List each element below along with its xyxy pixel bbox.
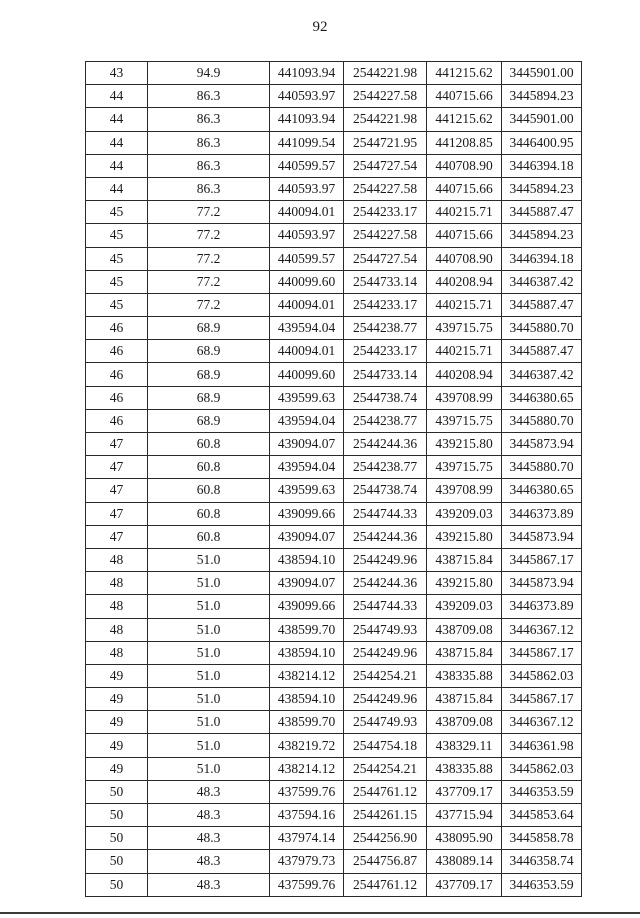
value-cell: 51.0 (148, 734, 270, 757)
table-row (86, 409, 582, 432)
table-row (86, 247, 582, 270)
y2-cell: 3445894.23 (502, 177, 582, 200)
table-row (86, 456, 582, 479)
table-row (86, 154, 582, 177)
value-cell: 48.3 (148, 780, 270, 803)
value-cell: 86.3 (148, 131, 270, 154)
y2-cell: 3445880.70 (502, 409, 582, 432)
y1-cell: 2544754.18 (344, 734, 427, 757)
y1-cell: 2544244.36 (344, 433, 427, 456)
x1-cell: 437594.16 (270, 804, 344, 827)
y2-cell: 3445867.17 (502, 688, 582, 711)
y1-cell: 2544256.90 (344, 827, 427, 850)
value-cell: 48.3 (148, 827, 270, 850)
y2-cell: 3446394.18 (502, 247, 582, 270)
point-number-cell: 43 (86, 62, 148, 85)
y2-cell: 3445862.03 (502, 757, 582, 780)
point-number-cell: 50 (86, 873, 148, 896)
x2-cell: 440715.66 (427, 177, 502, 200)
x2-cell: 440215.71 (427, 293, 502, 316)
point-number-cell: 48 (86, 618, 148, 641)
point-number-cell: 48 (86, 595, 148, 618)
y2-cell: 3446394.18 (502, 154, 582, 177)
point-number-cell: 49 (86, 664, 148, 687)
point-number-cell: 50 (86, 804, 148, 827)
point-number-cell: 44 (86, 108, 148, 131)
point-number-cell: 45 (86, 201, 148, 224)
value-cell: 86.3 (148, 108, 270, 131)
x2-cell: 441208.85 (427, 131, 502, 154)
x1-cell: 439099.66 (270, 502, 344, 525)
point-number-cell: 48 (86, 572, 148, 595)
table-row (86, 618, 582, 641)
x2-cell: 440208.94 (427, 270, 502, 293)
x1-cell: 437979.73 (270, 850, 344, 873)
y2-cell: 3445853.64 (502, 804, 582, 827)
table-row (86, 433, 582, 456)
y2-cell: 3445887.47 (502, 340, 582, 363)
table-row (86, 317, 582, 340)
x2-cell: 439708.99 (427, 479, 502, 502)
y2-cell: 3445873.94 (502, 572, 582, 595)
x2-cell: 439215.80 (427, 433, 502, 456)
x2-cell: 439715.75 (427, 317, 502, 340)
x1-cell: 441093.94 (270, 108, 344, 131)
x2-cell: 440208.94 (427, 363, 502, 386)
y2-cell: 3446353.59 (502, 780, 582, 803)
y2-cell: 3445862.03 (502, 664, 582, 687)
x1-cell: 440599.57 (270, 247, 344, 270)
y2-cell: 3445858.78 (502, 827, 582, 850)
y2-cell: 3445894.23 (502, 224, 582, 247)
value-cell: 51.0 (148, 595, 270, 618)
value-cell: 51.0 (148, 618, 270, 641)
x1-cell: 439594.04 (270, 317, 344, 340)
table-row (86, 201, 582, 224)
table-row (86, 62, 582, 85)
x2-cell: 441215.62 (427, 108, 502, 131)
x1-cell: 439094.07 (270, 433, 344, 456)
x2-cell: 439209.03 (427, 595, 502, 618)
y2-cell: 3446387.42 (502, 363, 582, 386)
point-number-cell: 47 (86, 479, 148, 502)
x2-cell: 440715.66 (427, 85, 502, 108)
value-cell: 77.2 (148, 224, 270, 247)
value-cell: 68.9 (148, 409, 270, 432)
y2-cell: 3445901.00 (502, 108, 582, 131)
table-row (86, 780, 582, 803)
value-cell: 48.3 (148, 804, 270, 827)
y1-cell: 2544238.77 (344, 409, 427, 432)
x1-cell: 440099.60 (270, 270, 344, 293)
x2-cell: 439209.03 (427, 502, 502, 525)
x2-cell: 439708.99 (427, 386, 502, 409)
point-number-cell: 46 (86, 409, 148, 432)
value-cell: 86.3 (148, 154, 270, 177)
value-cell: 68.9 (148, 386, 270, 409)
y1-cell: 2544233.17 (344, 201, 427, 224)
point-number-cell: 44 (86, 131, 148, 154)
value-cell: 51.0 (148, 757, 270, 780)
x2-cell: 439715.75 (427, 456, 502, 479)
x1-cell: 441093.94 (270, 62, 344, 85)
value-cell: 77.2 (148, 293, 270, 316)
x2-cell: 438709.08 (427, 618, 502, 641)
x1-cell: 439094.07 (270, 525, 344, 548)
y1-cell: 2544733.14 (344, 270, 427, 293)
x2-cell: 438715.84 (427, 548, 502, 571)
x1-cell: 439094.07 (270, 572, 344, 595)
y1-cell: 2544738.74 (344, 479, 427, 502)
x2-cell: 438329.11 (427, 734, 502, 757)
y2-cell: 3445901.00 (502, 62, 582, 85)
x1-cell: 438214.12 (270, 757, 344, 780)
x2-cell: 439215.80 (427, 525, 502, 548)
y2-cell: 3446373.89 (502, 595, 582, 618)
point-number-cell: 44 (86, 177, 148, 200)
table-row (86, 502, 582, 525)
x1-cell: 437974.14 (270, 827, 344, 850)
x2-cell: 440215.71 (427, 340, 502, 363)
value-cell: 77.2 (148, 247, 270, 270)
x1-cell: 438594.10 (270, 688, 344, 711)
table-row (86, 595, 582, 618)
y1-cell: 2544244.36 (344, 525, 427, 548)
x2-cell: 440708.90 (427, 247, 502, 270)
table-row (86, 641, 582, 664)
table-row (86, 108, 582, 131)
y1-cell: 2544744.33 (344, 595, 427, 618)
x2-cell: 440715.66 (427, 224, 502, 247)
table-row (86, 270, 582, 293)
point-number-cell: 47 (86, 433, 148, 456)
y1-cell: 2544749.93 (344, 711, 427, 734)
x1-cell: 438219.72 (270, 734, 344, 757)
x1-cell: 438594.10 (270, 548, 344, 571)
value-cell: 60.8 (148, 502, 270, 525)
point-number-cell: 45 (86, 247, 148, 270)
y2-cell: 3445880.70 (502, 456, 582, 479)
table-row (86, 224, 582, 247)
y1-cell: 2544227.58 (344, 177, 427, 200)
y1-cell: 2544238.77 (344, 317, 427, 340)
x2-cell: 439715.75 (427, 409, 502, 432)
page-number: 92 (312, 19, 328, 35)
table-row (86, 757, 582, 780)
x2-cell: 440215.71 (427, 201, 502, 224)
y1-cell: 2544233.17 (344, 340, 427, 363)
table-row (86, 711, 582, 734)
table-row (86, 131, 582, 154)
table-row (86, 85, 582, 108)
table-row (86, 340, 582, 363)
point-number-cell: 45 (86, 293, 148, 316)
value-cell: 77.2 (148, 270, 270, 293)
table-row (86, 873, 582, 896)
value-cell: 48.3 (148, 850, 270, 873)
table-row (86, 177, 582, 200)
table-row (86, 479, 582, 502)
point-number-cell: 49 (86, 711, 148, 734)
x1-cell: 439599.63 (270, 479, 344, 502)
table-row (86, 664, 582, 687)
value-cell: 68.9 (148, 363, 270, 386)
point-number-cell: 47 (86, 502, 148, 525)
y2-cell: 3445873.94 (502, 433, 582, 456)
x1-cell: 440099.60 (270, 363, 344, 386)
point-number-cell: 46 (86, 386, 148, 409)
table-row (86, 688, 582, 711)
point-number-cell: 50 (86, 850, 148, 873)
y1-cell: 2544733.14 (344, 363, 427, 386)
y2-cell: 3446373.89 (502, 502, 582, 525)
x1-cell: 439594.04 (270, 456, 344, 479)
x1-cell: 437599.76 (270, 873, 344, 896)
y1-cell: 2544261.15 (344, 804, 427, 827)
x2-cell: 437715.94 (427, 804, 502, 827)
value-cell: 60.8 (148, 479, 270, 502)
point-number-cell: 47 (86, 456, 148, 479)
x1-cell: 440094.01 (270, 293, 344, 316)
x2-cell: 438089.14 (427, 850, 502, 873)
y1-cell: 2544244.36 (344, 572, 427, 595)
y2-cell: 3445880.70 (502, 317, 582, 340)
value-cell: 51.0 (148, 572, 270, 595)
y1-cell: 2544249.96 (344, 641, 427, 664)
y1-cell: 2544227.58 (344, 85, 427, 108)
value-cell: 51.0 (148, 711, 270, 734)
y2-cell: 3446387.42 (502, 270, 582, 293)
x1-cell: 438214.12 (270, 664, 344, 687)
x2-cell: 438335.88 (427, 664, 502, 687)
x2-cell: 437709.17 (427, 873, 502, 896)
x2-cell: 438715.84 (427, 688, 502, 711)
value-cell: 51.0 (148, 664, 270, 687)
value-cell: 51.0 (148, 688, 270, 711)
point-number-cell: 45 (86, 270, 148, 293)
point-number-cell: 48 (86, 548, 148, 571)
x1-cell: 440593.97 (270, 224, 344, 247)
x1-cell: 438594.10 (270, 641, 344, 664)
point-number-cell: 49 (86, 757, 148, 780)
y1-cell: 2544727.54 (344, 247, 427, 270)
point-number-cell: 50 (86, 780, 148, 803)
table-row (86, 804, 582, 827)
point-number-cell: 49 (86, 688, 148, 711)
value-cell: 51.0 (148, 641, 270, 664)
x2-cell: 437709.17 (427, 780, 502, 803)
x1-cell: 441099.54 (270, 131, 344, 154)
value-cell: 60.8 (148, 456, 270, 479)
y1-cell: 2544227.58 (344, 224, 427, 247)
y1-cell: 2544249.96 (344, 548, 427, 571)
y2-cell: 3446380.65 (502, 386, 582, 409)
y2-cell: 3445894.23 (502, 85, 582, 108)
table-row (86, 525, 582, 548)
x1-cell: 440593.97 (270, 177, 344, 200)
value-cell: 77.2 (148, 201, 270, 224)
y2-cell: 3446361.98 (502, 734, 582, 757)
y1-cell: 2544233.17 (344, 293, 427, 316)
table-row (86, 734, 582, 757)
y1-cell: 2544254.21 (344, 664, 427, 687)
point-number-cell: 45 (86, 224, 148, 247)
y2-cell: 3445867.17 (502, 641, 582, 664)
x1-cell: 440094.01 (270, 340, 344, 363)
y2-cell: 3445867.17 (502, 548, 582, 571)
x2-cell: 439215.80 (427, 572, 502, 595)
x2-cell: 440708.90 (427, 154, 502, 177)
y1-cell: 2544727.54 (344, 154, 427, 177)
x1-cell: 439099.66 (270, 595, 344, 618)
value-cell: 86.3 (148, 85, 270, 108)
y1-cell: 2544761.12 (344, 780, 427, 803)
x1-cell: 438599.70 (270, 618, 344, 641)
y2-cell: 3446400.95 (502, 131, 582, 154)
table-row (86, 293, 582, 316)
y2-cell: 3446353.59 (502, 873, 582, 896)
y2-cell: 3446367.12 (502, 618, 582, 641)
y1-cell: 2544756.87 (344, 850, 427, 873)
point-number-cell: 50 (86, 827, 148, 850)
y1-cell: 2544249.96 (344, 688, 427, 711)
y1-cell: 2544721.95 (344, 131, 427, 154)
table-row (86, 850, 582, 873)
point-number-cell: 46 (86, 363, 148, 386)
y1-cell: 2544221.98 (344, 62, 427, 85)
value-cell: 60.8 (148, 433, 270, 456)
y1-cell: 2544744.33 (344, 502, 427, 525)
table-body (86, 62, 582, 897)
x1-cell: 439594.04 (270, 409, 344, 432)
y2-cell: 3446358.74 (502, 850, 582, 873)
value-cell: 48.3 (148, 873, 270, 896)
value-cell: 60.8 (148, 525, 270, 548)
y1-cell: 2544238.77 (344, 456, 427, 479)
table-row (86, 572, 582, 595)
point-number-cell: 44 (86, 85, 148, 108)
value-cell: 86.3 (148, 177, 270, 200)
x2-cell: 438095.90 (427, 827, 502, 850)
point-number-cell: 46 (86, 340, 148, 363)
bottom-rule (0, 912, 640, 914)
y2-cell: 3445887.47 (502, 293, 582, 316)
table-row (86, 827, 582, 850)
value-cell: 94.9 (148, 62, 270, 85)
y2-cell: 3446380.65 (502, 479, 582, 502)
x1-cell: 440094.01 (270, 201, 344, 224)
y1-cell: 2544254.21 (344, 757, 427, 780)
table-row (86, 363, 582, 386)
y1-cell: 2544761.12 (344, 873, 427, 896)
x1-cell: 439599.63 (270, 386, 344, 409)
point-number-cell: 48 (86, 641, 148, 664)
value-cell: 68.9 (148, 317, 270, 340)
y1-cell: 2544738.74 (344, 386, 427, 409)
coordinates-table (85, 61, 582, 897)
y2-cell: 3445887.47 (502, 201, 582, 224)
x1-cell: 440599.57 (270, 154, 344, 177)
y1-cell: 2544749.93 (344, 618, 427, 641)
value-cell: 51.0 (148, 548, 270, 571)
y2-cell: 3446367.12 (502, 711, 582, 734)
point-number-cell: 44 (86, 154, 148, 177)
y1-cell: 2544221.98 (344, 108, 427, 131)
point-number-cell: 49 (86, 734, 148, 757)
y2-cell: 3445873.94 (502, 525, 582, 548)
x1-cell: 440593.97 (270, 85, 344, 108)
x1-cell: 437599.76 (270, 780, 344, 803)
value-cell: 68.9 (148, 340, 270, 363)
x2-cell: 441215.62 (427, 62, 502, 85)
x1-cell: 438599.70 (270, 711, 344, 734)
x2-cell: 438709.08 (427, 711, 502, 734)
x2-cell: 438335.88 (427, 757, 502, 780)
table-row (86, 548, 582, 571)
point-number-cell: 46 (86, 317, 148, 340)
x2-cell: 438715.84 (427, 641, 502, 664)
table-row (86, 386, 582, 409)
point-number-cell: 47 (86, 525, 148, 548)
